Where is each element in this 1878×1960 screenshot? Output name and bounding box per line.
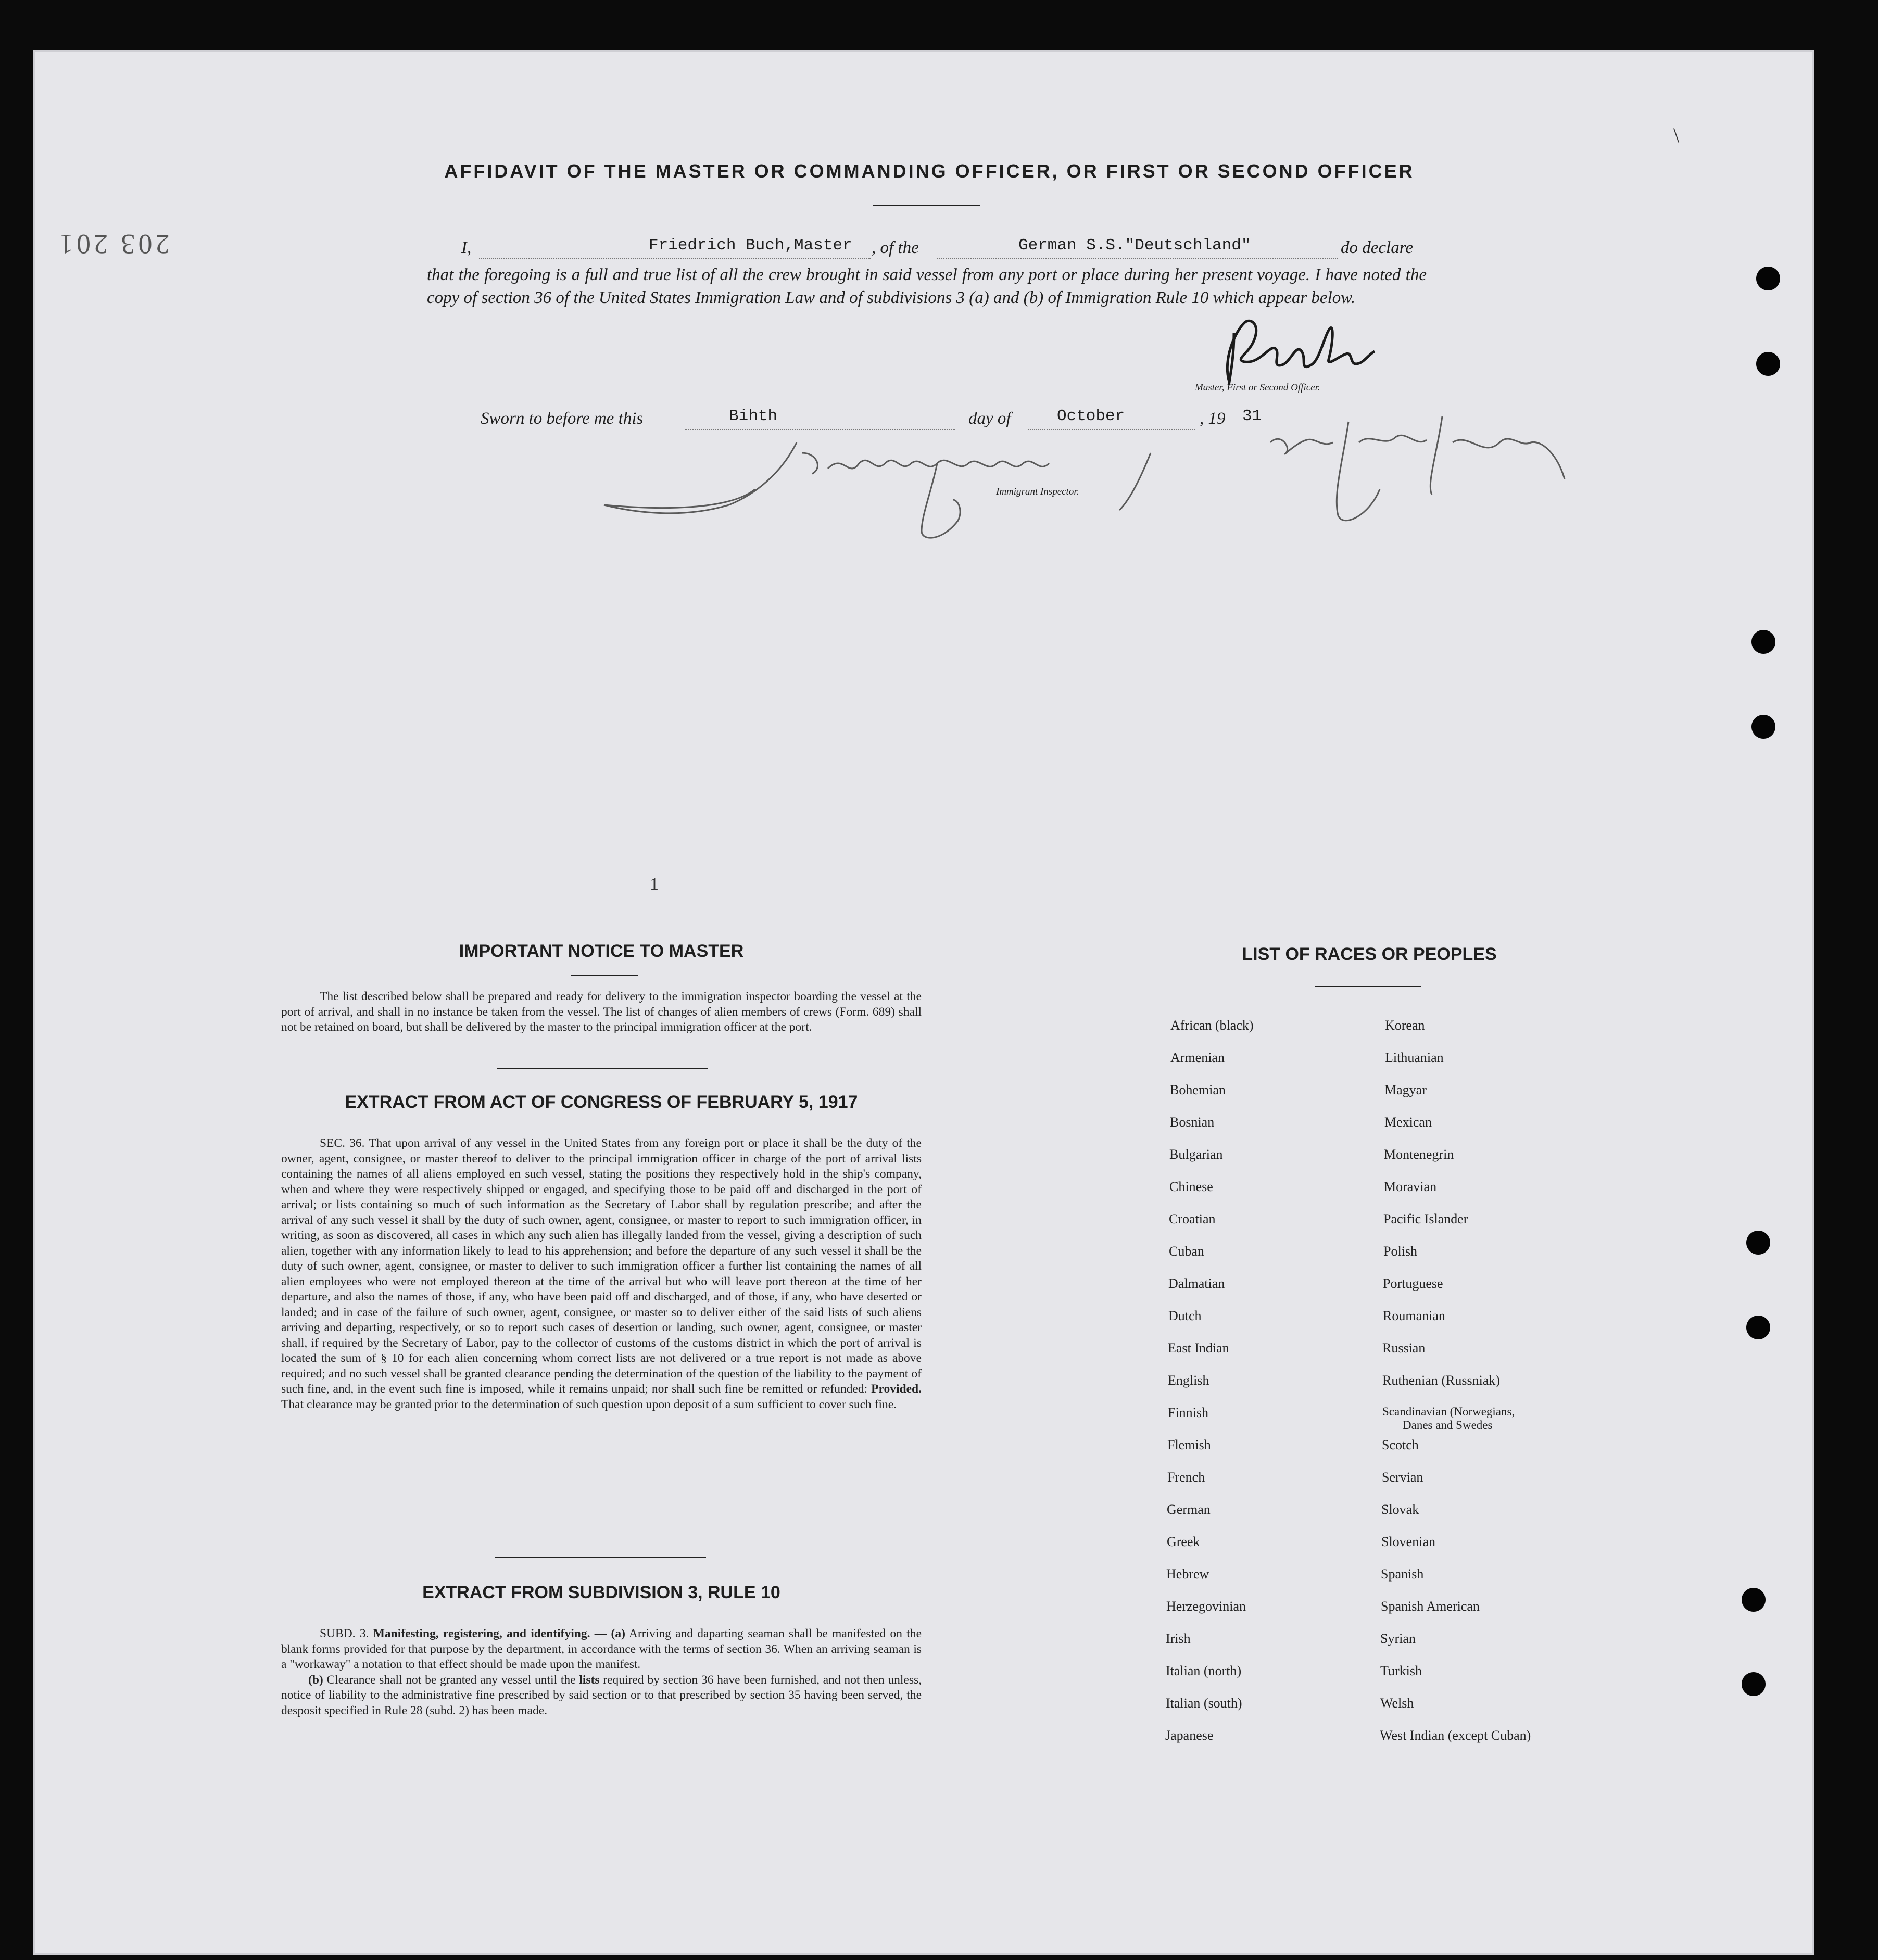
race-item: English xyxy=(1168,1373,1209,1388)
race-item: Bulgarian xyxy=(1169,1147,1223,1162)
punch-hole xyxy=(1756,352,1780,376)
punch-hole xyxy=(1746,1231,1770,1255)
race-item: West Indian (except Cuban) xyxy=(1380,1728,1531,1743)
race-item: French xyxy=(1167,1470,1205,1485)
dotted-line xyxy=(479,258,871,259)
section-divider xyxy=(495,1557,706,1558)
rule10-paragraph-a xyxy=(281,1626,922,1673)
place-annotation xyxy=(1265,411,1567,531)
race-item: Finnish xyxy=(1168,1405,1209,1420)
race-item: Bosnian xyxy=(1170,1115,1215,1130)
race-item: Slovak xyxy=(1381,1502,1419,1517)
ink-mark: \ xyxy=(1673,123,1680,147)
race-item: Pacific Islander xyxy=(1383,1211,1468,1226)
dotted-line xyxy=(685,429,955,430)
race-item: Spanish American xyxy=(1381,1599,1480,1614)
section-divider xyxy=(497,1068,708,1069)
sworn-month: October xyxy=(1057,407,1125,425)
race-item: Polish xyxy=(1383,1244,1418,1259)
declaration-of-the: , of the xyxy=(872,238,919,257)
race-item: Italian (south) xyxy=(1166,1696,1242,1711)
race-item: Syrian xyxy=(1380,1631,1416,1646)
act-provided-label: Provided. xyxy=(871,1382,922,1396)
race-item: Montenegrin xyxy=(1384,1147,1454,1162)
race-item: Ruthenian (Russniak) xyxy=(1382,1373,1501,1388)
notice-paragraph: The list described below shall be prepared and ready for delivery to the immigration inspector boarding the vessel at the port of arrival, and shall in no instance be taken from the vessel. The list of changes of alien members of crews (Form. 689) shall not be retained on board, but shall be delivered by the master to the principal immigration officer at the port. xyxy=(281,990,922,1034)
race-item: Servian xyxy=(1382,1470,1423,1485)
race-item: Mexican xyxy=(1384,1115,1432,1130)
act-text xyxy=(281,1136,922,1412)
vessel-name: German S.S."Deutschland" xyxy=(1018,236,1251,255)
sworn-year-prefix: , 19 xyxy=(1200,409,1226,428)
punch-hole xyxy=(1746,1316,1770,1339)
race-item: Greek xyxy=(1167,1534,1200,1549)
race-item: Welsh xyxy=(1380,1696,1414,1711)
inspector-signature xyxy=(599,432,1171,552)
race-item: Chinese xyxy=(1169,1179,1213,1194)
declaration-text: that the foregoing is a full and true list of all the crew brought in said vessel from any port or place during her present voyage. I have noted the copy of section 36 of the United States Immigration Law and of subdivisions 3 (a) and (b) of Immigration Rule 10 which appear below. xyxy=(427,265,1427,307)
notice-title: IMPORTANT NOTICE TO MASTER xyxy=(459,941,744,961)
punch-hole xyxy=(1756,267,1780,290)
race-item: Croatian xyxy=(1169,1211,1216,1226)
race-item: Roumanian xyxy=(1383,1308,1445,1323)
subd-para-b-1: Clearance shall not be granted any vessel until the xyxy=(326,1673,576,1687)
master-signature xyxy=(1213,312,1385,390)
subd-lists-label: lists xyxy=(579,1673,600,1687)
subd-prefix: SUBD. 3. xyxy=(320,1627,369,1640)
notice-text xyxy=(281,989,922,1035)
rule10-text xyxy=(281,1626,922,1718)
races-title: LIST OF RACES OR PEOPLES xyxy=(1242,944,1497,964)
inspector-caption: Immigrant Inspector. xyxy=(996,486,1079,497)
sworn-day: Bihth xyxy=(729,407,778,425)
race-item: Slovenian xyxy=(1381,1534,1435,1549)
race-item: German xyxy=(1167,1502,1211,1517)
race-item: Magyar xyxy=(1384,1082,1427,1097)
subd-para-b-2: required by section 36 have been furnished, and not then unless, notice of liability to the administrative fine prescribed by said section or to that prescribed by section 35 having been served, the desposit specified in Rule 28 (subd. 2) has been made. xyxy=(281,1673,922,1717)
master-name: Friedrich Buch,Master xyxy=(649,236,852,255)
races-divider xyxy=(1315,986,1421,987)
race-item: Cuban xyxy=(1169,1244,1204,1259)
race-item: Turkish xyxy=(1380,1663,1422,1678)
sworn-year: 31 xyxy=(1242,407,1262,425)
race-item: Moravian xyxy=(1384,1179,1437,1194)
race-item: African (black) xyxy=(1170,1018,1254,1033)
race-item: Dutch xyxy=(1168,1308,1202,1323)
sworn-prefix: Sworn to before me this xyxy=(481,409,644,428)
master-signature-caption: Master, First or Second Officer. xyxy=(1195,382,1320,393)
dotted-line xyxy=(1028,429,1195,430)
notice-divider xyxy=(571,975,638,976)
title-divider xyxy=(873,205,980,206)
rule10-paragraph-b xyxy=(281,1673,922,1719)
race-item: Armenian xyxy=(1170,1050,1225,1065)
race-item: Korean xyxy=(1385,1018,1425,1033)
subd-heading: Manifesting, registering, and identifying. — (a) xyxy=(373,1627,625,1640)
race-item: Scandinavian (Norwegians, xyxy=(1382,1405,1515,1418)
punch-hole xyxy=(1742,1588,1766,1612)
subd-para-a: Arriving and daparting seaman shall be manifested on the blank forms provided for that purpose by the department, in accordance with the terms of section 36. When an arriving seaman is a "workaway" a notation to that effect should be made upon the manifest. xyxy=(281,1627,922,1671)
race-item: Hebrew xyxy=(1166,1566,1209,1582)
race-item: Scotch xyxy=(1382,1437,1419,1452)
race-item: Russian xyxy=(1382,1341,1426,1356)
affidavit-title: AFFIDAVIT OF THE MASTER OR COMMANDING OFFICER, OR FIRST OR SECOND OFFICER xyxy=(444,160,1415,182)
punch-hole xyxy=(1751,630,1775,654)
punch-hole xyxy=(1751,715,1775,739)
rule10-title: EXTRACT FROM SUBDIVISION 3, RULE 10 xyxy=(422,1583,780,1602)
race-item: Portuguese xyxy=(1383,1276,1443,1291)
dotted-line xyxy=(937,258,1338,259)
race-item: Irish xyxy=(1166,1631,1191,1646)
race-item: Japanese xyxy=(1165,1728,1214,1743)
act-title: EXTRACT FROM ACT OF CONGRESS OF FEBRUARY 5, 1917 xyxy=(345,1092,858,1112)
race-item: Spanish xyxy=(1381,1566,1424,1582)
race-item: Flemish xyxy=(1167,1437,1211,1452)
page-marker: 1 xyxy=(650,875,659,894)
race-item: Italian (north) xyxy=(1166,1663,1242,1678)
punch-hole xyxy=(1742,1672,1766,1696)
declaration-prefix: I, xyxy=(461,238,472,257)
declaration-suffix: do declare xyxy=(1341,238,1413,257)
race-item: Herzegovinian xyxy=(1166,1599,1246,1614)
margin-stamp: 203 201 xyxy=(56,229,170,260)
act-text-main: SEC. 36. That upon arrival of any vessel in the United States from any foreign port or place it shall be the duty of the owner, agent, consignee, or master thereof to deliver to the principal immigration officer in charge of the port of arrival lists containing the names of all aliens employed en such vessel, stating the positions they respectively hold in the ship's company, when and where they were respectively shipped or engaged, and specifying those to be paid off and discharged in the port of arrival; or lists containing so much of such information as the Secretary of Labor shall by regulation prescribe; and after the arrival of any such vessel it shall by the duty of such owner, agent, consignee, or master to report to such immigration officer, in writing, as soon as discovered, all cases in which any such alien has illegally landed from the vessel, giving a description of such alien, together with any information likely to lead to his apprehension; and before the departure of any such vessel it shall be the duty of such owner, agent, consignee, or master to deliver to such immigration officer a further list containing the names of all alien employees who were not employed thereon at the time of the arrival but who will leave port thereon at the time of her departure, and also the names of those, if any, who have been paid off and discharged, and of those, if any, who have deserted or landed; and in case of the failure of such owner, agent, consignee, or master so to deliver either of the said lists of such aliens arriving and departing, respectively, or so to report such cases of desertion or landing, such owner, agent, consignee, or master shall, if required by the Secretary of Labor, pay to the collector of customs of the customs district in which the port of arrival is located the sum of § 10 for each alien concerning whom correct lists are not delivered or a true report is not made as above required; and no such vessel shall be granted clearance pending the determination of the question of the liability to the payment of such fine, and, in the event such fine is imposed, while it remains unpaid; nor shall such fine be remitted or refunded: xyxy=(281,1136,922,1396)
subd-b-label: (b) xyxy=(308,1673,323,1687)
race-item: Lithuanian xyxy=(1385,1050,1444,1065)
sworn-day-of: day of xyxy=(968,409,1011,428)
race-item: Bohemian xyxy=(1170,1082,1226,1097)
act-paragraph xyxy=(281,1136,922,1412)
race-item: East Indian xyxy=(1168,1341,1229,1356)
race-item: Danes and Swedes xyxy=(1403,1419,1493,1432)
act-text-end: That clearance may be granted prior to the determination of such question upon deposit of a sum sufficient to cover such fine. xyxy=(281,1397,897,1411)
race-item: Dalmatian xyxy=(1168,1276,1225,1291)
